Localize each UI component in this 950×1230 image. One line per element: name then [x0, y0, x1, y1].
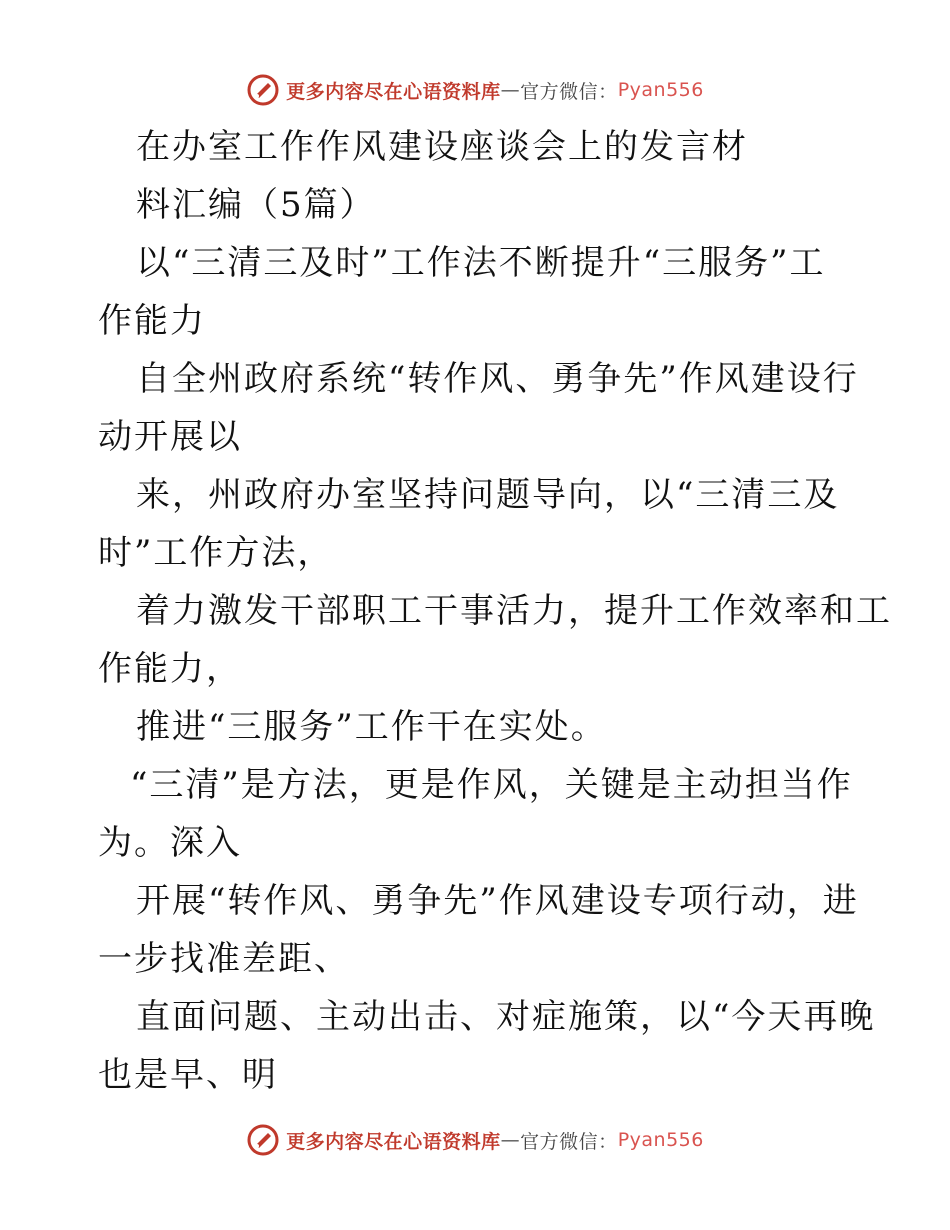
banner-label: 官方微信：	[520, 1130, 618, 1153]
doc-line: 作能力，	[98, 649, 242, 689]
banner-wechat-id: Pyan556	[617, 1129, 704, 1151]
doc-line: 直面问题、主动出击、对症施策，以“今天再晚	[136, 997, 876, 1037]
doc-line: 动开展以	[98, 417, 242, 457]
banner-label: 官方微信：	[520, 80, 618, 103]
doc-line: 在办室工作作风建设座谈会上的发言材	[136, 127, 748, 167]
doc-line: 也是早、明	[98, 1055, 278, 1095]
banner-separator: —	[500, 79, 521, 101]
footer-banner	[0, 1120, 950, 1160]
doc-line: 料汇编（5篇）	[136, 185, 376, 225]
doc-line: 推进“三服务”工作干在实处。	[136, 707, 607, 747]
banner-wechat-id: Pyan556	[617, 79, 704, 101]
banner-main-text: 更多内容尽在心语资料库	[286, 80, 501, 103]
doc-line: 开展“转作风、勇争先”作风建设专项行动，进	[136, 881, 859, 921]
doc-line: “三清”是方法，更是作风，关键是主动担当作	[130, 765, 853, 805]
doc-line: 时”工作方法，	[98, 533, 334, 573]
pen-logo-icon	[246, 73, 280, 107]
header-banner	[0, 70, 950, 110]
document-body	[98, 118, 892, 1104]
doc-line: 作能力	[98, 301, 206, 341]
doc-line: 来，州政府办室坚持问题导向，以“三清三及	[136, 475, 840, 515]
doc-line: 自全州政府系统“转作风、勇争先”作风建设行	[136, 359, 859, 399]
doc-line: 为。深入	[98, 823, 242, 863]
banner-main-text: 更多内容尽在心语资料库	[286, 1130, 501, 1153]
doc-line: 以“三清三及时”工作法不断提升“三服务”工	[136, 243, 826, 283]
doc-line: 一步找准差距、	[98, 939, 350, 979]
doc-line: 着力激发干部职工干事活力，提升工作效率和工	[136, 591, 892, 631]
pen-logo-icon	[246, 1123, 280, 1157]
banner-separator: —	[500, 1129, 521, 1151]
